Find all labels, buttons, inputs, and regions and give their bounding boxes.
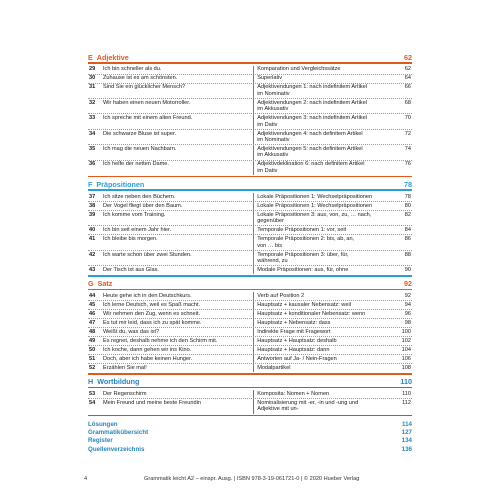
table-row[interactable]	[88, 161, 412, 175]
example-sentence: Ich sitze neben den Büchern.	[103, 193, 176, 200]
section-letter: G	[88, 279, 94, 289]
table-row[interactable]	[88, 399, 412, 413]
topic-line: Komposita: Nomen + Nomen	[257, 390, 330, 397]
example-sentence: Ich warte schon über zwei Stunden.	[103, 251, 192, 258]
appendix-item[interactable]	[88, 429, 412, 437]
chapter-number: 41	[89, 236, 96, 243]
topic-line: Lokale Präpositionen 1: Wechselpräpositionen	[257, 202, 373, 209]
appendix-item[interactable]	[88, 437, 412, 445]
section-rule	[88, 387, 412, 389]
topic-line: Superlativ	[257, 75, 283, 82]
appendix-item[interactable]	[88, 446, 412, 454]
section-name: Wortbildung	[97, 377, 140, 387]
page-ref: 108	[401, 364, 411, 371]
topic-line: im Dativ	[257, 167, 278, 174]
grammar-topic	[254, 328, 398, 336]
page-ref: 84	[404, 227, 411, 234]
chapter-number: 54	[89, 399, 96, 406]
example-sentence: Der Regenschirm	[103, 390, 147, 397]
topic-line: gegenüber	[257, 218, 284, 225]
chapter-number: 39	[89, 211, 96, 218]
chapter-number: 53	[89, 390, 96, 397]
grammar-topic	[254, 251, 398, 265]
chapter-number: 49	[89, 337, 96, 344]
page-ref: 74	[404, 145, 411, 152]
topic-line: Indirekte Frage mit Fragewort	[257, 328, 331, 335]
topic-line: Adjektivendungen 2: nach indefinitem Artikel	[257, 99, 367, 106]
grammar-topic	[254, 364, 398, 372]
topic-line: Adjektive mit un-	[257, 406, 299, 413]
example-sentence: Ich lerne Deutsch, weil es Spaß macht.	[103, 301, 201, 308]
page-ref: 106	[401, 355, 411, 362]
section-name: Präpositionen	[96, 179, 145, 189]
example-sentence: Ich helfe der netten Dame.	[103, 161, 169, 168]
topic-line: im Nominativ	[257, 90, 290, 97]
grammar-topic	[254, 99, 398, 113]
chapter-number: 47	[89, 319, 96, 326]
chapter-number: 30	[89, 75, 96, 82]
topic-line: Modalpartikel	[257, 364, 291, 371]
topic-line: Hauptsatz + Hauptsatz: dann	[257, 346, 330, 353]
section-f	[88, 179, 412, 276]
topic-line: Temporale Präpositionen 3: über, für,	[257, 251, 349, 258]
example-sentence: Erzählen Sie mal!	[103, 364, 147, 371]
example-sentence: Der Tisch ist aus Glas.	[103, 266, 159, 273]
chapter-number: 51	[89, 355, 96, 362]
section-title	[88, 180, 144, 189]
example-sentence: Zuhause ist es am schönsten.	[103, 75, 178, 82]
example-sentence: Weißt du, was das ist?	[103, 328, 160, 335]
chapter-number: 35	[89, 145, 96, 152]
chapter-number: 42	[89, 251, 96, 258]
topic-line: im Dativ	[257, 121, 278, 128]
appendix-page: 127	[401, 429, 412, 437]
table-row[interactable]	[88, 193, 412, 202]
chapter-number: 48	[89, 328, 96, 335]
topic-line: Hauptsatz + Hauptsatz: deshalb	[257, 337, 337, 344]
grammar-topic	[254, 319, 398, 327]
grammar-topic	[254, 337, 398, 345]
table-row[interactable]	[88, 75, 412, 84]
page-ref: 76	[404, 161, 411, 168]
example-sentence: Ich bin seit einem Jahr hier.	[103, 227, 172, 234]
topic-line: Modale Präpositionen: aus, für, ohne	[257, 266, 349, 273]
page-ref: 104	[401, 346, 411, 353]
section-title	[88, 279, 112, 288]
topic-line: im Akkusativ	[257, 106, 289, 113]
table-row[interactable]	[88, 301, 412, 310]
grammar-topic	[254, 399, 398, 413]
page-ref: 112	[402, 399, 411, 406]
page-ref: 110	[402, 390, 411, 397]
section-rule	[88, 189, 412, 191]
grammar-topic	[254, 292, 398, 300]
page-ref: 78	[404, 193, 411, 200]
topic-line: Adjektivendungen 5: nach definitem Artikel	[257, 145, 363, 152]
example-sentence: Wir nehmen den Zug, wenn es schneit.	[103, 310, 201, 317]
example-sentence: Mein Freund und meine beste Freundin	[103, 399, 201, 406]
page-ref: 66	[404, 84, 411, 91]
topic-line: Hauptsatz + kausaler Nebensatz: weil	[257, 301, 351, 308]
section-rule	[88, 289, 412, 291]
section-title	[88, 53, 129, 62]
grammar-topic	[254, 75, 398, 83]
table-row[interactable]	[88, 355, 412, 364]
example-sentence: Ich bin schneller als du.	[103, 66, 162, 73]
topic-line: Antworten auf Ja- / Nein-Fragen	[257, 355, 337, 362]
chapter-number: 50	[89, 346, 96, 353]
page-number: 4	[84, 476, 88, 482]
grammar-topic	[254, 145, 398, 159]
page-ref: 90	[404, 266, 411, 273]
appendix-list	[88, 421, 412, 454]
page-ref: 98	[404, 319, 411, 326]
appendix-label: Register	[88, 437, 113, 445]
chapter-number: 31	[89, 84, 96, 91]
grammar-topic	[254, 114, 398, 128]
section-page: 92	[404, 279, 412, 289]
grammar-topic	[254, 193, 398, 201]
page-ref: 70	[404, 115, 411, 122]
table-row[interactable]	[88, 235, 412, 250]
topic-line: während, zu	[257, 257, 288, 264]
section-end-rule	[88, 275, 412, 277]
section-letter: F	[88, 179, 93, 189]
topic-line: im Akkusativ	[257, 152, 289, 159]
appendix-label: Quellenverzeichnis	[88, 445, 145, 453]
publisher-credits: Grammatik leicht A2 – einspr. Ausg. | ISBN 978-3-19-061721-0 | © 2020 Hueber Verlag	[144, 476, 360, 482]
example-sentence: Sind Sie ein glücklicher Mensch?	[103, 84, 186, 91]
table-row[interactable]	[88, 66, 412, 75]
section-name: Adjektive	[96, 52, 129, 62]
page-ref: 80	[404, 202, 411, 209]
appendix-label: Grammatikübersicht	[88, 429, 149, 437]
appendix-page: 136	[401, 445, 412, 453]
example-sentence: Ich mag die neuen Nachbarn.	[103, 145, 177, 152]
page-ref: 100	[401, 328, 411, 335]
table-row[interactable]	[88, 390, 412, 399]
section-end-rule	[88, 415, 412, 417]
topic-line: Adjektivdeklination 6: nach definitem Artikel	[257, 161, 365, 168]
example-sentence: Wir haben einen neuen Motorroller.	[103, 99, 191, 106]
chapter-number: 36	[89, 161, 96, 168]
topic-line: Hauptsatz + Nebensatz: dass	[257, 319, 331, 326]
example-sentence: Heute gehe ich in den Deutschkurs.	[103, 292, 192, 299]
section-letter: E	[88, 52, 93, 62]
grammar-topic	[254, 355, 398, 363]
topic-line: Adjektivendungen 3: nach indefinitem Artikel	[257, 115, 367, 122]
grammar-topic	[254, 235, 398, 249]
section-heading[interactable]	[88, 52, 412, 62]
topic-line: im Nominativ	[257, 136, 290, 143]
chapter-number: 33	[89, 115, 96, 122]
section-end-rule	[88, 373, 412, 375]
page-ref: 96	[404, 310, 411, 317]
page-ref: 68	[404, 99, 411, 106]
page-ref: 94	[404, 301, 411, 308]
table-row[interactable]	[88, 84, 412, 99]
table-row[interactable]	[88, 328, 412, 337]
page-ref: 102	[401, 337, 411, 344]
chapter-number: 46	[89, 310, 96, 317]
topic-line: Adjektivendungen 4: nach definitem Artikel	[257, 130, 363, 137]
topic-line: Lokale Präpositionen 3: aus, von, zu, … nach,	[257, 211, 372, 218]
chapter-number: 45	[89, 301, 96, 308]
section-heading[interactable]	[88, 377, 412, 387]
chapter-number: 40	[89, 227, 96, 234]
section-name: Satz	[97, 279, 113, 289]
chapter-number: 29	[89, 66, 96, 73]
table-row[interactable]	[88, 337, 412, 346]
appendix-label: Lösungen	[88, 421, 118, 429]
table-row[interactable]	[88, 319, 412, 328]
table-row[interactable]	[88, 202, 412, 211]
chapter-number: 44	[89, 292, 96, 299]
grammar-topic	[254, 130, 398, 144]
page-ref: 86	[404, 236, 411, 243]
section-g	[88, 279, 412, 375]
topic-line: Lokale Präpositionen 1: Wechselpräpositionen	[257, 193, 373, 200]
table-row[interactable]	[88, 251, 412, 266]
section-rule	[88, 62, 412, 64]
section-e	[88, 52, 412, 177]
topic-line: Temporale Präpositionen 1: vor, seit	[257, 227, 347, 234]
page-ref: 82	[404, 211, 411, 218]
page-ref: 72	[404, 130, 411, 137]
section-heading[interactable]	[88, 179, 412, 189]
section-page: 62	[404, 52, 412, 62]
appendix-page: 114	[402, 421, 412, 429]
section-end-rule	[88, 176, 412, 178]
grammar-topic	[254, 346, 398, 354]
table-row[interactable]	[88, 211, 412, 226]
example-sentence: Ich bleibe bis morgen.	[103, 236, 158, 243]
topic-line: Hauptsatz + konditionaler Nebensatz: wenn	[257, 310, 366, 317]
section-title	[88, 377, 139, 386]
page-ref: 88	[404, 251, 411, 258]
table-row[interactable]	[88, 266, 412, 274]
example-sentence: Die schwarze Bluse ist super.	[103, 130, 177, 137]
grammar-topic	[254, 84, 398, 98]
grammar-topic	[254, 266, 398, 274]
example-sentence: Doch, aber ich habe keinen Hunger.	[103, 355, 193, 362]
example-sentence: Der Vogel fliegt über den Baum.	[103, 202, 183, 209]
section-h	[88, 377, 412, 416]
example-sentence: Ich koche, dann gehen wir ins Kino.	[103, 346, 192, 353]
table-row[interactable]	[88, 99, 412, 114]
topic-line: Temporale Präpositionen 2: bis, ab, an,	[257, 236, 355, 243]
appendix-page: 134	[401, 437, 412, 445]
grammar-topic	[254, 226, 398, 234]
table-row[interactable]	[88, 130, 412, 145]
section-page: 110	[400, 377, 412, 387]
table-row[interactable]	[88, 292, 412, 301]
grammar-topic	[254, 310, 398, 318]
chapter-number: 38	[89, 202, 96, 209]
section-letter: H	[88, 377, 94, 387]
page-ref: 62	[404, 66, 411, 73]
grammar-topic	[254, 390, 398, 398]
table-row[interactable]	[88, 226, 412, 235]
topic-line: Adjektivendungen 1: nach indefinitem Artikel	[257, 84, 367, 91]
grammar-topic	[254, 211, 398, 225]
chapter-number: 37	[89, 193, 96, 200]
grammar-topic	[254, 66, 398, 74]
page-ref: 64	[404, 75, 411, 82]
grammar-topic	[254, 202, 398, 210]
table-row[interactable]	[88, 114, 412, 129]
table-row[interactable]	[88, 145, 412, 160]
topic-line: Komparation und Vergleichssätze	[257, 66, 341, 73]
chapter-number: 32	[89, 99, 96, 106]
chapter-number: 52	[89, 364, 96, 371]
grammar-topic	[254, 161, 398, 175]
example-sentence: Es regnet, deshalb nehme ich den Schirm mit.	[103, 337, 218, 344]
appendix-item[interactable]	[88, 421, 412, 429]
chapter-number: 43	[89, 266, 96, 273]
topic-line: Nominalisierung mit -er, -in und -ung und	[257, 399, 359, 406]
grammar-topic	[254, 301, 398, 309]
table-of-contents	[88, 50, 412, 454]
table-row[interactable]	[88, 310, 412, 319]
example-sentence: Ich komme vom Training.	[103, 211, 166, 218]
section-page: 78	[404, 179, 412, 189]
section-heading[interactable]	[88, 279, 412, 289]
table-row[interactable]	[88, 364, 412, 372]
table-row[interactable]	[88, 346, 412, 355]
example-sentence: Ich spreche mit einem alten Freund.	[103, 115, 193, 122]
topic-line: Verb auf Position 2	[257, 292, 305, 299]
topic-line: von … bis	[257, 242, 283, 249]
example-sentence: Es tut mir leid, dass ich zu spät komme.	[103, 319, 202, 326]
chapter-number: 34	[89, 130, 96, 137]
page-ref: 92	[404, 292, 411, 299]
